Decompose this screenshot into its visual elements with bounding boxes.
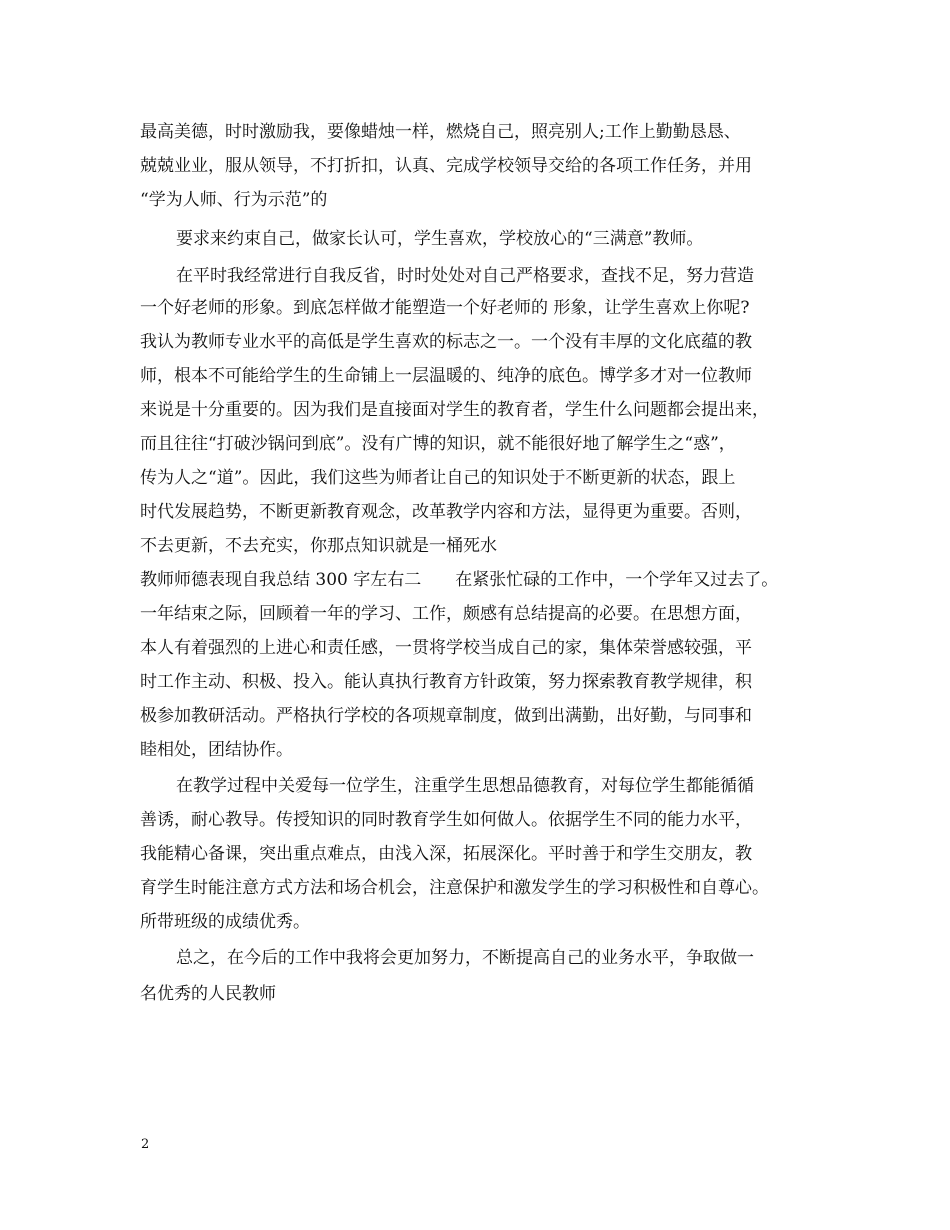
text-line: 一年结束之际，回顾着一年的学习、工作，颇感有总结提高的必要。在思想方面， bbox=[140, 604, 752, 624]
text-line: 最高美德，时时激励我，要像蜡烛一样，燃烧自己，照亮别人;工作上勤勤恳恳、 bbox=[140, 122, 741, 142]
text-line: 本人有着强烈的上进心和责任感，一贯将学校当成自己的家，集体荣誉感较强，平 bbox=[140, 638, 752, 658]
section-heading-line: 教师师德表现自我总结 300 字左右二 在紧张忙碌的工作中，一个学年又过去了。 bbox=[140, 570, 779, 590]
text-line: 一个好老师的形象。到底怎样做才能塑造一个好老师的 形象，让学生喜欢上你呢? bbox=[140, 298, 750, 318]
text-line: 我认为教师专业水平的高低是学生喜欢的标志之一。一个没有丰厚的文化底蕴的教 bbox=[140, 332, 752, 352]
text-line: 在平时我经常进行自我反省，时时处处对自己严格要求，查找不足，努力营造 bbox=[176, 266, 754, 286]
text-line: 睦相处，团结协作。 bbox=[140, 740, 293, 760]
text-line: 师，根本不可能给学生的生命铺上一层温暖的、纯净的底色。博学多才对一位教师 bbox=[140, 366, 752, 386]
text-line: 善诱，耐心教导。传授知识的同时教育学生如何做人。依据学生不同的能力水平， bbox=[140, 810, 752, 830]
text-line: “学为人师、行为示范”的 bbox=[140, 190, 328, 210]
text-line: 兢兢业业，服从领导，不打折扣，认真、完成学校领导交给的各项工作任务，并用 bbox=[140, 156, 752, 176]
text-line: 总之，在今后的工作中我将会更加努力，不断提高自己的业务水平，争取做一 bbox=[176, 948, 754, 968]
text-line: 传为人之“道”。因此，我们这些为师者让自己的知识处于不断更新的状态，跟上 bbox=[140, 468, 736, 488]
text-line: 时工作主动、积极、投入。能认真执行教育方针政策，努力探索教育教学规律，积 bbox=[140, 672, 752, 692]
text-line: 在教学过程中关爱每一位学生，注重学生思想品德教育，对每位学生都能循循 bbox=[176, 776, 754, 796]
text-line: 育学生时能注意方式方法和场合机会，注意保护和激发学生的学习积极性和自尊心。 bbox=[140, 878, 769, 898]
text-line: 名优秀的人民教师 bbox=[140, 984, 276, 1004]
text-line: 而且往往“打破沙锅问到底”。没有广博的知识，就不能很好地了解学生之“惑”， bbox=[140, 434, 736, 454]
page-number: 2 bbox=[141, 1137, 150, 1152]
text-line: 时代发展趋势，不断更新教育观念，改革教学内容和方法，显得更为重要。否则， bbox=[140, 502, 752, 522]
text-line: 我能精心备课，突出重点难点，由浅入深，拓展深化。平时善于和学生交朋友，教 bbox=[140, 844, 752, 864]
text-line: 来说是十分重要的。因为我们是直接面对学生的教育者，学生什么问题都会提出来， bbox=[140, 400, 769, 420]
text-line: 要求来约束自己，做家长认可，学生喜欢，学校放心的“三满意”教师。 bbox=[176, 229, 704, 249]
text-line: 所带班级的成绩优秀。 bbox=[140, 912, 310, 932]
text-line: 不去更新，不去充实，你那点知识就是一桶死水 bbox=[140, 536, 497, 556]
text-line: 极参加教研活动。严格执行学校的各项规章制度，做到出满勤，出好勤，与同事和 bbox=[140, 706, 752, 726]
